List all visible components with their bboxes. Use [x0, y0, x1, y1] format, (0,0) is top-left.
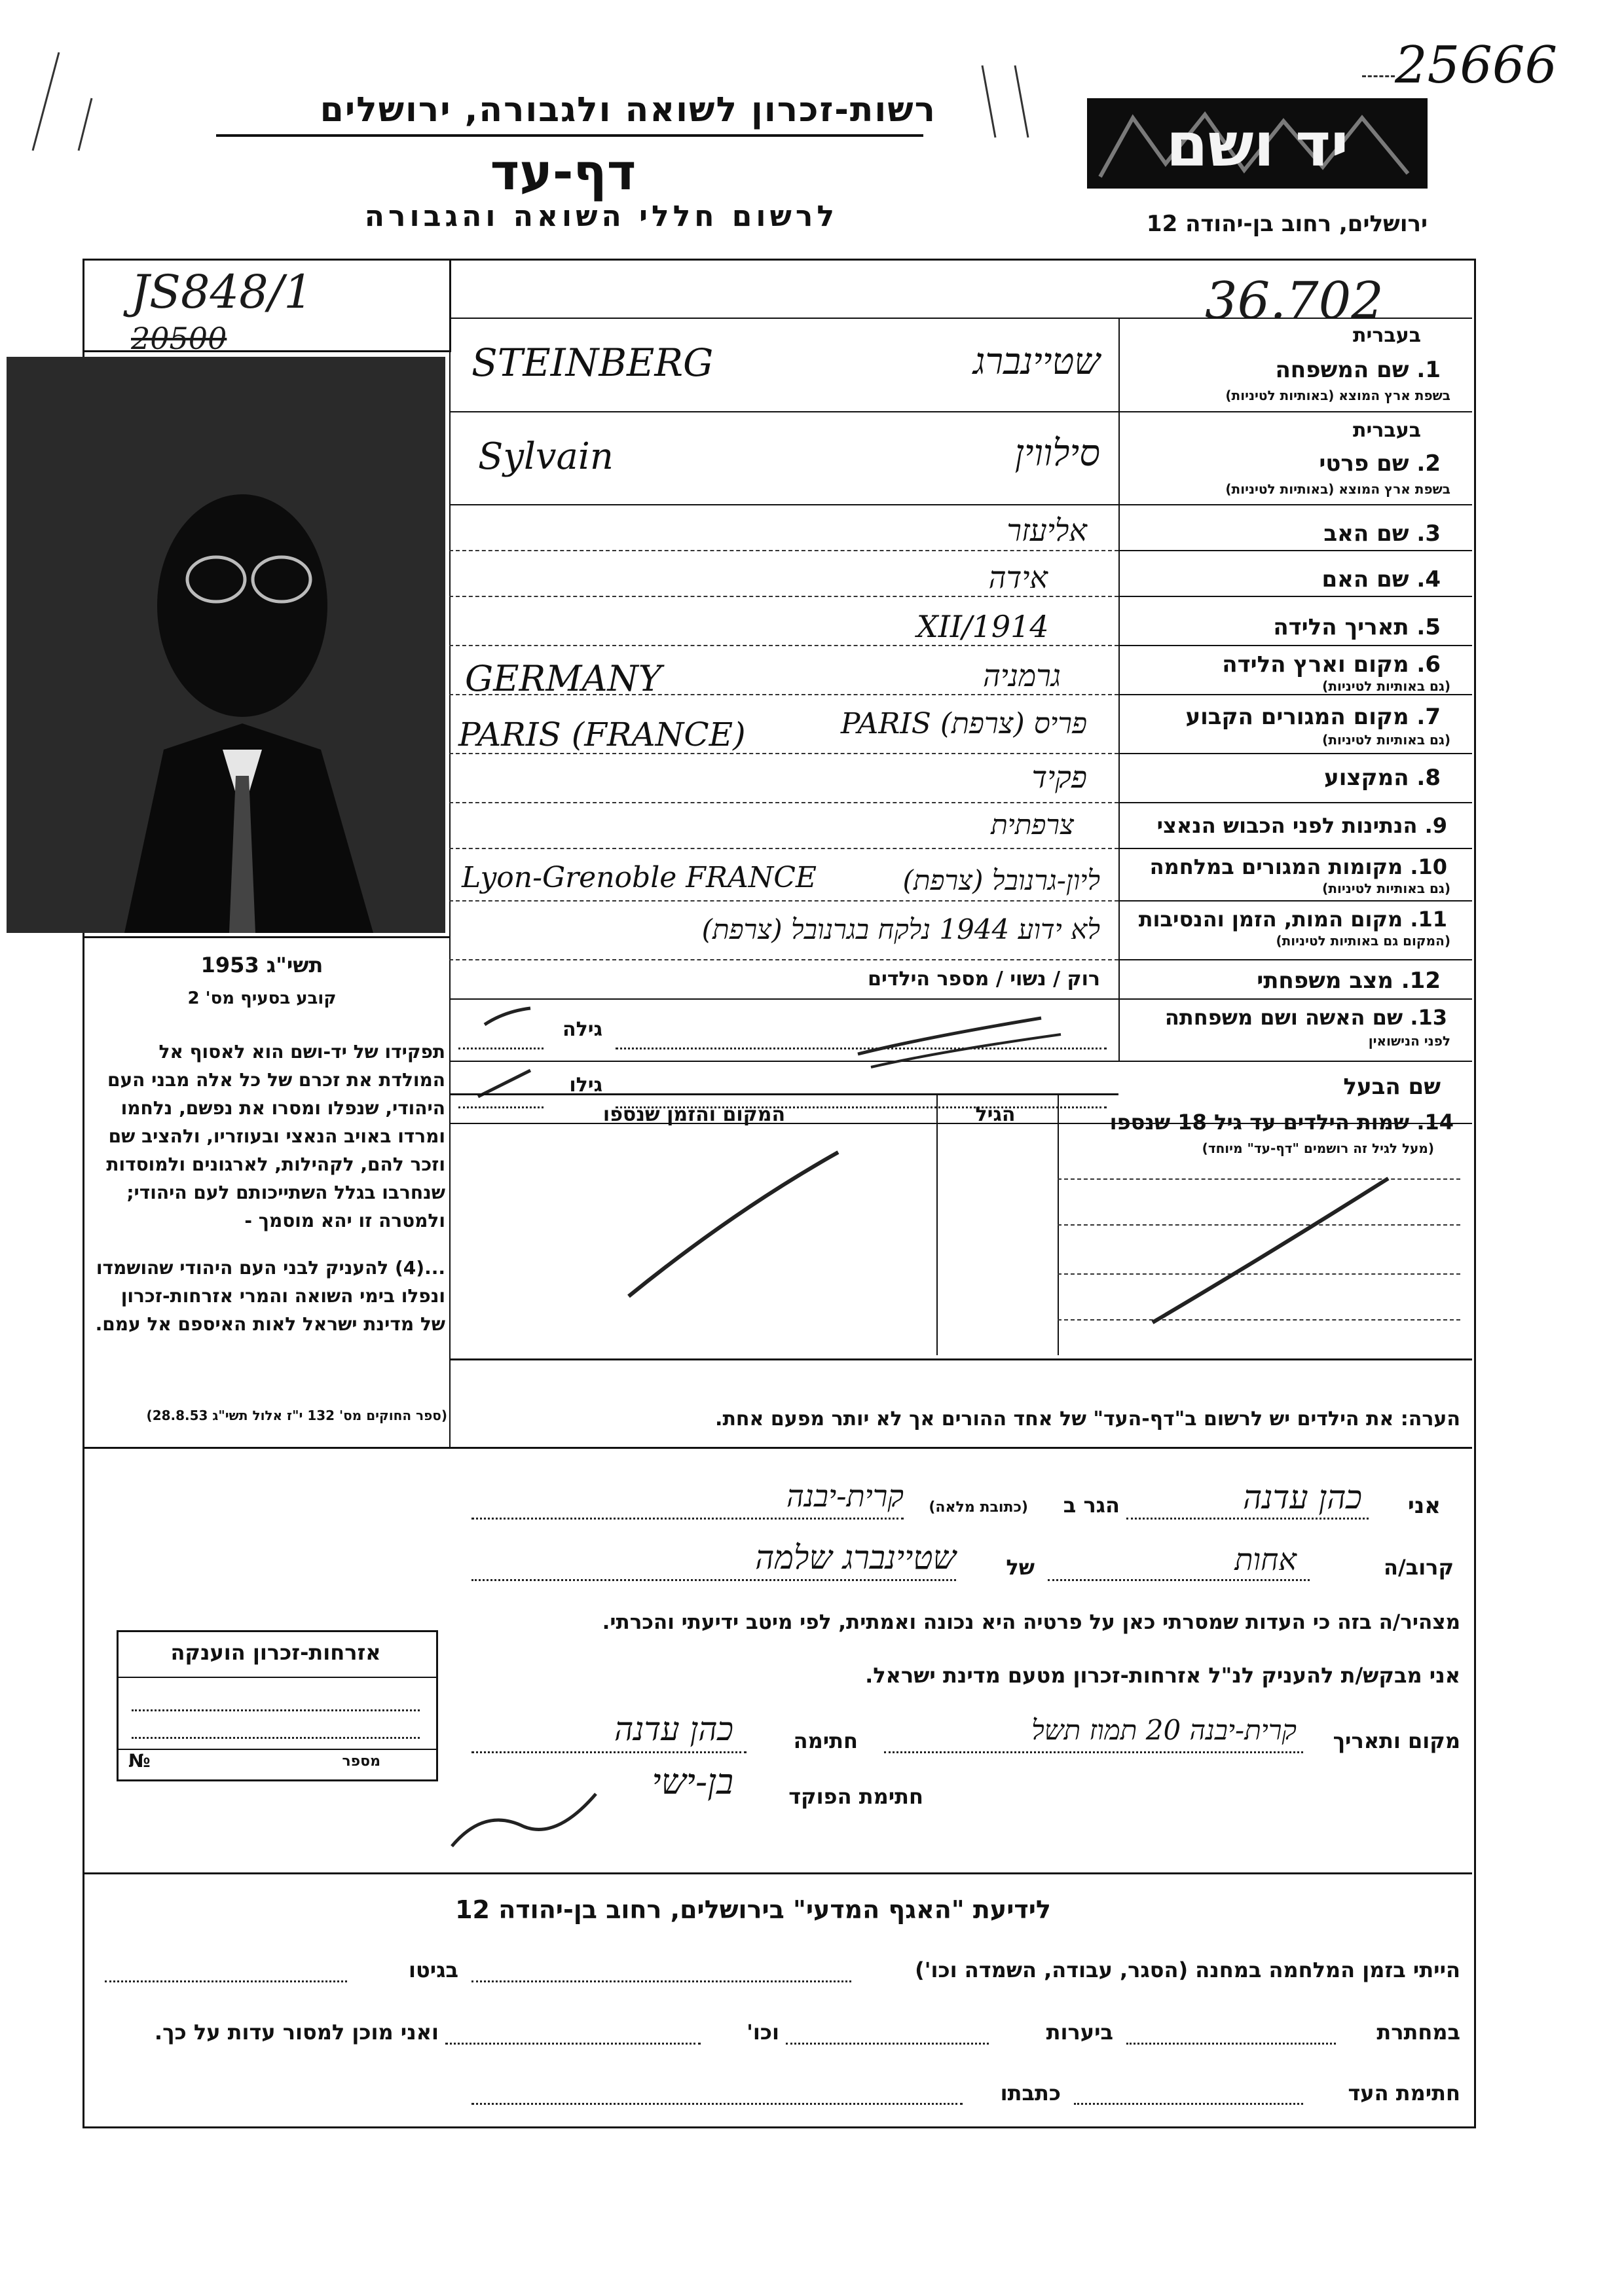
field-8-label: 8. המקצוע	[1324, 765, 1441, 791]
field-6-latin[interactable]: GERMANY	[465, 658, 662, 699]
field-12-label: 12. מצב משפחתי	[1257, 968, 1441, 994]
decl-i-value[interactable]: כהן עדנה	[1242, 1478, 1362, 1516]
header-address: ירושלים, רחוב בן-יהודה 12	[1146, 211, 1428, 237]
header-margin-marks	[969, 59, 1048, 144]
decl-resident-label: הגר ב	[1063, 1493, 1120, 1518]
field-5-label: 5. תאריך הלידה	[1273, 614, 1441, 640]
field-7-hebrew[interactable]: פריס (צרפת) PARIS	[840, 707, 1087, 740]
citizenship-number-label: מספר	[342, 1753, 380, 1770]
authority-heading: רשות-זכרון לשואה ולגבורה, ירושלים	[320, 90, 936, 130]
decl-officer-label: חתימת הפוקד	[788, 1784, 923, 1809]
children-bottom-line	[449, 1358, 1472, 1360]
field-1-hebrew[interactable]: שטיינברג	[972, 340, 1100, 383]
decl-relative-value[interactable]: אחות	[1234, 1542, 1297, 1577]
bottom-line2-dots-b[interactable]	[786, 2043, 989, 2045]
field-12-options: רוק / נשוי / מספר הילדים	[868, 968, 1100, 991]
citizenship-title: אזרחות-זכרון הוענקה	[170, 1640, 381, 1665]
citizenship-box	[117, 1630, 438, 1781]
decl-of-label: של	[1006, 1555, 1035, 1580]
values-column-left	[449, 259, 451, 1123]
field-1-sub: בשפת ארץ המוצא (באותיות לטיניות)	[1225, 388, 1450, 403]
field-1-latin[interactable]: STEINBERG	[471, 340, 714, 385]
bottom-line3-a: חתימת העד	[1348, 2081, 1460, 2105]
bottom-line1-b: בגיטו	[409, 1958, 458, 1982]
field-2-sub: בשפת ארץ המוצא (באותיות לטיניות)	[1225, 481, 1450, 497]
row-line	[449, 504, 1472, 505]
decl-signature-label: חתימה	[793, 1728, 858, 1753]
margin-marks	[20, 39, 105, 157]
field-10-label: 10. מקומות המגורים במלחמה	[1149, 854, 1447, 879]
citizenship-number-line	[119, 1749, 436, 1750]
decl-relative-label: קרוב/ה	[1384, 1555, 1454, 1580]
portrait-photo	[7, 357, 445, 933]
field-10-hebrew[interactable]: ליון-גרנובל (צרפת)	[902, 864, 1100, 896]
row-line	[449, 645, 1118, 646]
decl-relative-dots	[1048, 1579, 1310, 1581]
decl-place-date-dots	[884, 1751, 1303, 1753]
children-sub: (מעל לגיל זה רושמים "דף-עד" מיוחד)	[1202, 1140, 1434, 1156]
law-box-right	[449, 1123, 451, 1447]
field-13-sub: לפני הנישואין	[1368, 1033, 1450, 1049]
children-top-line	[449, 1093, 1118, 1095]
decl-officer-value[interactable]: בן-ישי	[652, 1761, 733, 1802]
row-line	[1118, 596, 1472, 597]
field-7-label: 7. מקום המגורים הקבוע	[1185, 704, 1441, 730]
row-line	[1118, 848, 1472, 849]
field-10-latin[interactable]: Lyon-Grenoble FRANCE	[462, 861, 817, 894]
field-6-hebrew[interactable]: גרמניה	[982, 658, 1061, 693]
field-13-label: 13. שם האשה ושם משפחתה	[1164, 1005, 1447, 1030]
bottom-line1-dots-b[interactable]	[105, 1980, 347, 1982]
row-line	[449, 848, 1118, 849]
citizenship-dots-1	[132, 1709, 420, 1711]
form-subtitle: לרשום חללי השואה והגבורה	[364, 200, 838, 233]
field-10-sub: (גם באותיות לטיניות)	[1322, 881, 1450, 896]
decl-statement: מצהיר/ה בזה כי העדות שמסרתי כאן על פרטיה היא נכונה ואמתית, לפי מיטב ידיעתי והכרתי.	[602, 1611, 1460, 1634]
bottom-title: לידיעת "האגף המדעי" בירושלים, רחוב בן-יהודה 12	[455, 1895, 1051, 1924]
wife-age-label: גילה	[563, 1018, 602, 1041]
crossed-number: 20500	[131, 321, 227, 356]
bottom-line2-d: ואני מוכן למסור עדות על כך.	[154, 2020, 439, 2045]
row-line	[449, 596, 1118, 597]
decl-place-date-label: מקום ותאריך	[1333, 1728, 1460, 1753]
law-text-2: ...(4) להעניק לבני העם היהודי שהושמדו ונפלו בימי השואה והמרי אזרחות-זכרון של מדינת ישראל לאות האיספם אל עמם.	[95, 1257, 445, 1335]
row-line	[1118, 550, 1472, 551]
authority-underline	[216, 134, 923, 137]
label-column-divider	[1118, 318, 1120, 1061]
citizenship-dots-2	[132, 1737, 420, 1739]
row-line	[1118, 694, 1472, 695]
field-1-label: 1. שם המשפחה	[1275, 357, 1441, 383]
field-4-label: 4. שם האם	[1321, 566, 1441, 592]
husband-label: שם הבעל	[1343, 1074, 1441, 1100]
field-7-sub: (גם באותיות לטיניות)	[1322, 732, 1450, 748]
field-11-label: 11. מקום המות, הזמן והנסיבות	[1138, 907, 1447, 932]
row-line	[449, 318, 1472, 319]
form-title: דף-עד	[490, 143, 637, 201]
bottom-line2-b: ביערות	[1046, 2020, 1113, 2045]
decl-address-hint: (כתובת מלאה)	[929, 1499, 1028, 1516]
decl-place-date-value[interactable]: קרית-יבנה 20 תמוז תשל	[1031, 1714, 1297, 1746]
children-cancel-strokes	[458, 1113, 1467, 1362]
row-line	[1118, 900, 1472, 902]
children-age-col: הגיל	[975, 1103, 1016, 1126]
decl-request: אני מבקש/ת להעניק לנ"ל אזרחות-זכרון מטעם מדינת ישראל.	[865, 1663, 1460, 1688]
row-line	[449, 900, 1118, 902]
bottom-line2-c: וכו'	[747, 2020, 779, 2045]
bottom-line3-b: כתבתו	[1000, 2081, 1061, 2105]
photo-bottom-line	[83, 936, 449, 938]
decl-address-dots	[471, 1518, 904, 1520]
row-line	[449, 411, 1472, 412]
field-2-hebrew[interactable]: סילווין	[1014, 432, 1100, 475]
row-line	[1118, 753, 1472, 754]
stamp-underline	[1362, 75, 1395, 77]
decl-of-dots	[471, 1579, 956, 1581]
citizenship-title-line	[119, 1677, 436, 1678]
row-line	[1118, 959, 1472, 960]
stamp-number: 25666	[1395, 36, 1558, 95]
field-8-value[interactable]: פקיד	[1031, 759, 1087, 795]
bottom-line3-dots-b[interactable]	[471, 2103, 963, 2105]
row-line	[449, 802, 1118, 803]
field-6-sub: (גם באותיות לטיניות)	[1322, 678, 1450, 694]
decl-address-value[interactable]: קרית-יבנה	[786, 1478, 904, 1514]
label-hebrew-2: בעברית	[1353, 419, 1421, 442]
decl-i-dots	[1126, 1518, 1369, 1520]
row-line	[1118, 802, 1472, 803]
husband-age-label: גילו	[569, 1074, 602, 1097]
field-7-latin[interactable]: PARIS (FRANCE)	[458, 716, 746, 754]
bottom-line1-a: הייתי בזמן המלחמה במחנה (הסגר, עבודה, השמדה וכו')	[915, 1958, 1460, 1982]
row-line	[1118, 645, 1472, 646]
decl-signature-value[interactable]: כהן עדנה	[614, 1710, 733, 1748]
decl-of-value[interactable]: שטיינברג שלמה	[755, 1539, 956, 1576]
bottom-line2-dots-a[interactable]	[1126, 2043, 1336, 2045]
law-year: תשי"ג 1953	[200, 953, 323, 977]
field-9-value[interactable]: צרפתית	[991, 809, 1074, 841]
field-3-label: 3. שם האב	[1323, 520, 1441, 547]
yad-vashem-logo	[1087, 98, 1428, 189]
field-11-sub: (המקום גם באותיות לטיניות)	[1276, 933, 1450, 949]
citizenship-no-sign: №	[128, 1750, 151, 1772]
label-hebrew-1: בעברית	[1353, 324, 1421, 347]
field-2-label: 2. שם פרטי	[1319, 450, 1441, 477]
bottom-line3-dots-a[interactable]	[1074, 2103, 1303, 2105]
law-bottom-line	[83, 1447, 449, 1449]
decl-signature-dots	[471, 1751, 747, 1753]
law-text-1: תפקידו של יד-ושם הוא לאסוף אל המולדת את זכרם של כל אלה מבני העם היהודי, שנפלו ומסרו את נפשם, נלחמו ומרדו באויב הנאצי ובעוזריו, ולהציב שם וזכר להם, לקהילות, לארגונים ולמוסדות שנחרבו בגלל השתייכותם לעם היהודי; ולמטרה זו יהא מוסמך -	[106, 1041, 445, 1231]
bottom-line2-a: במחתרת	[1376, 2020, 1460, 2045]
note-bottom-line	[449, 1447, 1472, 1449]
bottom-line1-dots-a[interactable]	[471, 1980, 851, 1982]
field-11-value[interactable]: לא ידוע 1944 נלקח בגרנובל (צרפת)	[701, 913, 1100, 945]
decl-i-label: אני	[1407, 1493, 1441, 1519]
field-3-value[interactable]: אליעזר	[1006, 513, 1087, 548]
field-5-value[interactable]: XII/1914	[917, 609, 1049, 644]
field-9-label: 9. הנתינות לפני הכבוש הנאצי	[1156, 813, 1447, 838]
bottom-section-line	[83, 1872, 1472, 1874]
logo-text: יד ושם	[1166, 110, 1349, 180]
row-line	[449, 550, 1118, 551]
children-label: 14. שמות הילדים עד גיל 18 שנספו	[1109, 1110, 1454, 1135]
law-citation: (ספר החוקים מס' 132 י"ז אלול תשי"ג 28.8.53)	[146, 1408, 447, 1423]
file-number: JS848/1	[131, 265, 313, 319]
children-note: הערה: את הילדים יש לרשום ב"דף-העד" של אחד ההורים אך לא יותר מפעם אחת.	[715, 1408, 1460, 1430]
field-4-value[interactable]: אידה	[988, 560, 1048, 595]
row-line	[449, 959, 1118, 960]
field-2-latin[interactable]: Sylvain	[478, 435, 614, 478]
officer-signature-flourish	[445, 1768, 629, 1859]
law-clause: קובע בסעיף מס' 2	[187, 989, 337, 1008]
sheet-number: 36.702	[1205, 272, 1384, 331]
children-place-col: המקום והזמן שנספו	[602, 1103, 786, 1126]
bottom-line2-dots-c[interactable]	[445, 2043, 701, 2045]
field-6-label: 6. מקום וארץ הלידה	[1222, 651, 1441, 678]
